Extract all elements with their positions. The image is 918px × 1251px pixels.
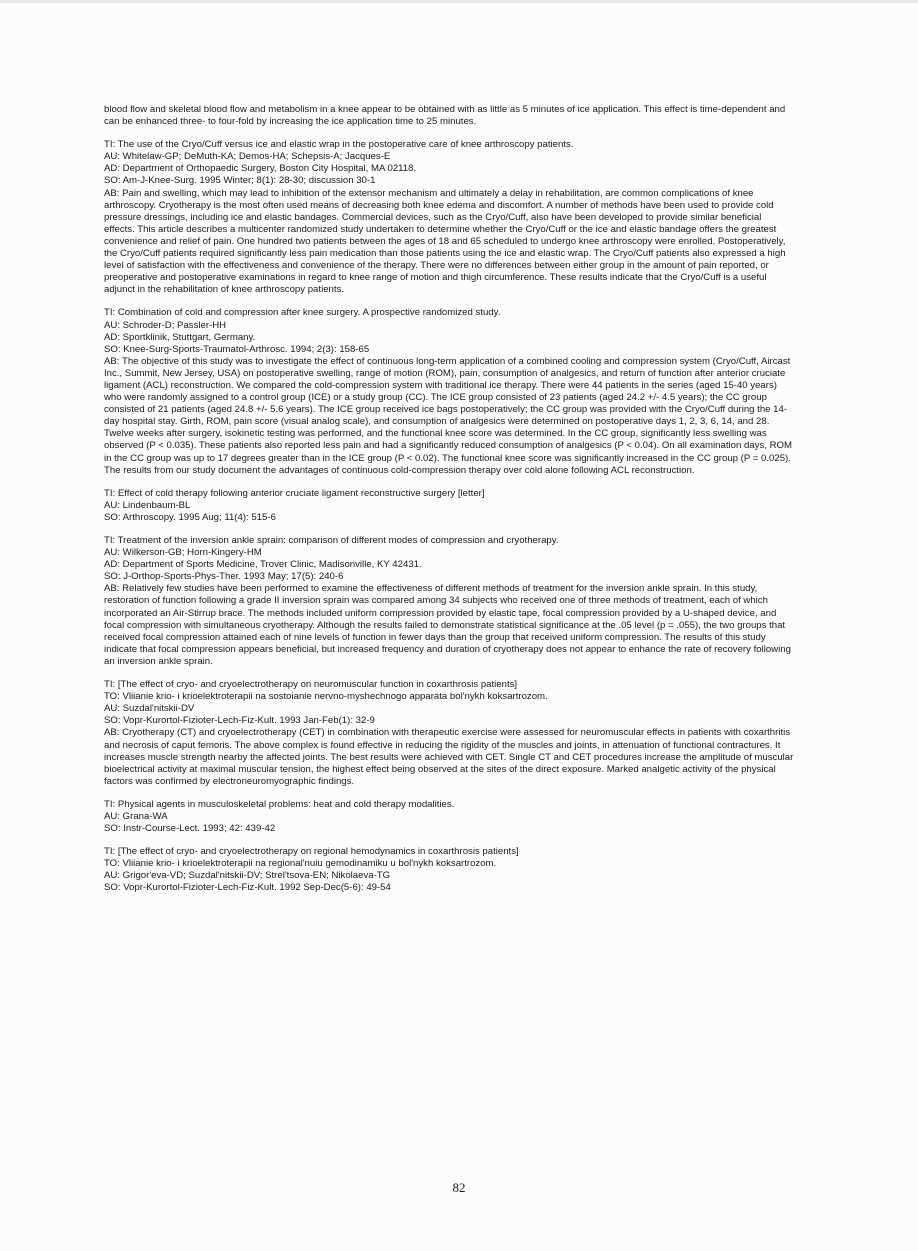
record-title: TI: [The effect of cryo- and cryoelectrotherapy on regional hemodynamics in coxarthrosis patients] [104,846,519,858]
scan-edge [0,0,918,3]
record-6 [104,799,794,835]
record-source: SO: Arthroscopy. 1995 Aug; 11(4): 515-6 [104,511,276,523]
record-abstract: AB: Relatively few studies have been performed to examine the effectiveness of different methods of treatment for the inversion ankle sprain. In this study, restoration of function following a grade II inversion sprain was compared among 34 subjects who received one of three methods of treatment, each of which incorporated an Air-Stirrup brace. The methods included uniform compression provided by elastic tape, focal compression provided by a U-shaped device, and focal compression with simultaneous cryotherapy. Although the results failed to demonstrate statistical significance at the .05 level (p = .055), the two groups that received focal compression attained each of nine levels of function in fewer days than the group that received uniform compression. The results of this study indicate that focal compression appears beneficial, but increased frequency and duration of cryotherapy does not appear to enhance the rate of recovery following an inversion ankle sprain. [104,583,791,667]
record-authors: AU: Whitelaw-GP; DeMuth-KA; Demos-HA; Schepsis-A; Jacques-E [104,151,391,163]
record-authors: AU: Lindenbaum-BL [104,499,191,511]
record-2 [104,307,794,476]
record-authors: AU: Wilkerson-GB; Horn-Kingery-HM [104,547,262,559]
intro-paragraph: blood flow and skeletal blood flow and metabolism in a knee appear to be obtained with as little as 5 minutes of ice application. This effect is time-dependent and can be enhanced three- to four-fold by increasing the ice application time to 25 minutes. [104,104,786,128]
record-abstract: AB: The objective of this study was to investigate the effect of continuous long-term application of a combined cooling and compression system (Cryo/Cuff, Aircast Inc., Summit, New Jersey, USA) on postoperative swelling, range of motion (ROM), pain, consumption of analgesics, and return of function after anterior cruciate ligament (ACL) reconstruction. We compared the cold-compression system with traditional ice therapy. There were 44 patients in the series (aged 15-40 years) who were randomly assigned to a control group (ICE) or a study group (CC). The ICE group consisted of 23 patients (aged 24.2 +/- 4.5 years); the CC group consisted of 21 patients (aged 24.8 +/- 5.6 years). The ICE group received ice bags postoperatively; the CC group was provided with the Cryo/Cuff during the 14-day hospital stay. Girth, ROM, pain score (visual analog scale), and consumption of analgesics were determined on postoperative days 1, 2, 3, 6, 14, and 28. Twelve weeks after surgery, isokinetic testing was performed, and the functional knee score was determined. In the CC group, significantly less swelling was observed (P < 0.035). These patients also reported less pain and had a significantly reduced consumption of analgesics (P < 0.04). On all examination days, ROM in the CC group was up to 17 degrees greater than in the ICE group (P < 0.02). The functional knee score was significantly increased in the CC group (P = 0.025). The results from our study document the advantages of continuous cold-compression therapy over cold alone following ACL reconstruction. [104,355,792,476]
record-original-title: TO: Vliianie krio- i krioelektroterapii na regional'nuiu gemodinamiku u bol'nykh koksartrozom. [104,858,497,870]
record-source: SO: Vopr-Kurortol-Fizioter-Lech-Fiz-Kult. 1992 Sep-Dec(5-6): 49-54 [104,882,391,894]
record-original-title: TO: Vliianie krio- i krioelektroterapii na sostoianie nervno-myshechnogo apparata bol'nykh koksartrozom. [104,691,548,703]
record-source: SO: Knee-Surg-Sports-Traumatol-Arthrosc. 1994; 2(3): 158-65 [104,343,370,355]
record-title: TI: Physical agents in musculoskeletal problems: heat and cold therapy modalities. [104,798,455,810]
record-title: TI: Effect of cold therapy following anterior cruciate ligament reconstructive surgery [letter] [104,487,485,499]
record-source: SO: J-Orthop-Sports-Phys-Ther. 1993 May; 17(5): 240-6 [104,571,344,583]
record-authors: AU: Schroder-D; Passler-HH [104,319,227,331]
record-1 [104,139,794,296]
record-address: AD: Department of Orthopaedic Surgery, Boston City Hospital, MA 02118. [104,163,417,175]
record-address: AD: Department of Sports Medicine, Trover Clinic, Madisonville, KY 42431. [104,559,422,571]
record-source: SO: Vopr-Kurortol-Fizioter-Lech-Fiz-Kult. 1993 Jan-Feb(1): 32-9 [104,715,375,727]
record-title: TI: Combination of cold and compression after knee surgery. A prospective randomized study. [104,307,501,319]
bibliography-content [104,104,794,906]
record-source: SO: Am-J-Knee-Surg. 1995 Winter; 8(1): 28-30; discussion 30-1 [104,175,376,187]
record-title: TI: Treatment of the inversion ankle sprain: comparison of different modes of compression and cryotherapy. [104,535,559,546]
record-authors: AU: Suzdal'nitskii-DV [104,703,195,715]
page-number: 82 [452,1180,466,1195]
record-title: TI: [The effect of cryo- and cryoelectrotherapy on neuromuscular function in coxarthrosis patients] [104,679,518,691]
record-abstract: AB: Cryotherapy (CT) and cryoelectrotherapy (CET) in combination with therapeutic exercise were assessed for neuromuscular effects in patients with coxarthritis and necrosis of caput femoris. The above complex is found effective in reducing the rigidity of the muscles and joints, in attenuation of functional contractures. It increases muscle strength nearby the affected joints. The best results were achieved with CET. Single CT and CET procedures increase the amplitude of muscular bioelectrical activity at maximal muscular tension, the highest effect being observed at the sites of the direct exposure. Marked analgetic activity of the physical factors was confirmed by electroneuromyographic findings. [104,727,794,787]
record-authors: AU: Grigor'eva-VD; Suzdal'nitskii-DV; Strel'tsova-EN; Nikolaeva-TG [104,870,391,882]
record-3 [104,488,794,524]
record-abstract: AB: Pain and swelling, which may lead to inhibition of the extensor mechanism and ultimately a delay in rehabilitation, are common complications of knee arthroscopy. Cryotherapy is the most often used means of decreasing both knee edema and discomfort. A number of methods have been used to provide cold pressure dressings, including ice and elastic bandages. Commercial devices, such as the Cryo/Cuff, also have been developed to provide similar beneficial effects. This article describes a multicenter randomized study undertaken to determine whether the Cryo/Cuff or the ice and elastic bandage offers the greatest convenience and relief of pain. One hundred two patients between the ages of 18 and 65 scheduled to undergo knee arthroscopy were enrolled. Postoperatively, the Cryo/Cuff patients required significantly less pain medication than those patients using the ice and elastic wrap. The Cryo/Cuff patients also expressed a high level of satisfaction with the effectiveness and convenience of the therapy. There were no differences between either group in the amount of pain reported, or preoperative and postoperative examinations in regard to knee range of motion and thigh circumference. These results indicate that the Cryo/Cuff is a useful adjunct in the rehabilitation of knee arthroscopy patients. [104,187,786,296]
record-source: SO: Instr-Course-Lect. 1993; 42: 439-42 [104,823,276,835]
record-4 [104,535,794,668]
record-5 [104,679,794,788]
record-7 [104,846,794,894]
record-title: TI: The use of the Cryo/Cuff versus ice and elastic wrap in the postoperative care of knee arthroscopy patients. [104,139,574,151]
record-address: AD: Sportklinik, Stuttgart, Germany. [104,331,256,343]
record-authors: AU: Grana-WA [104,810,168,822]
